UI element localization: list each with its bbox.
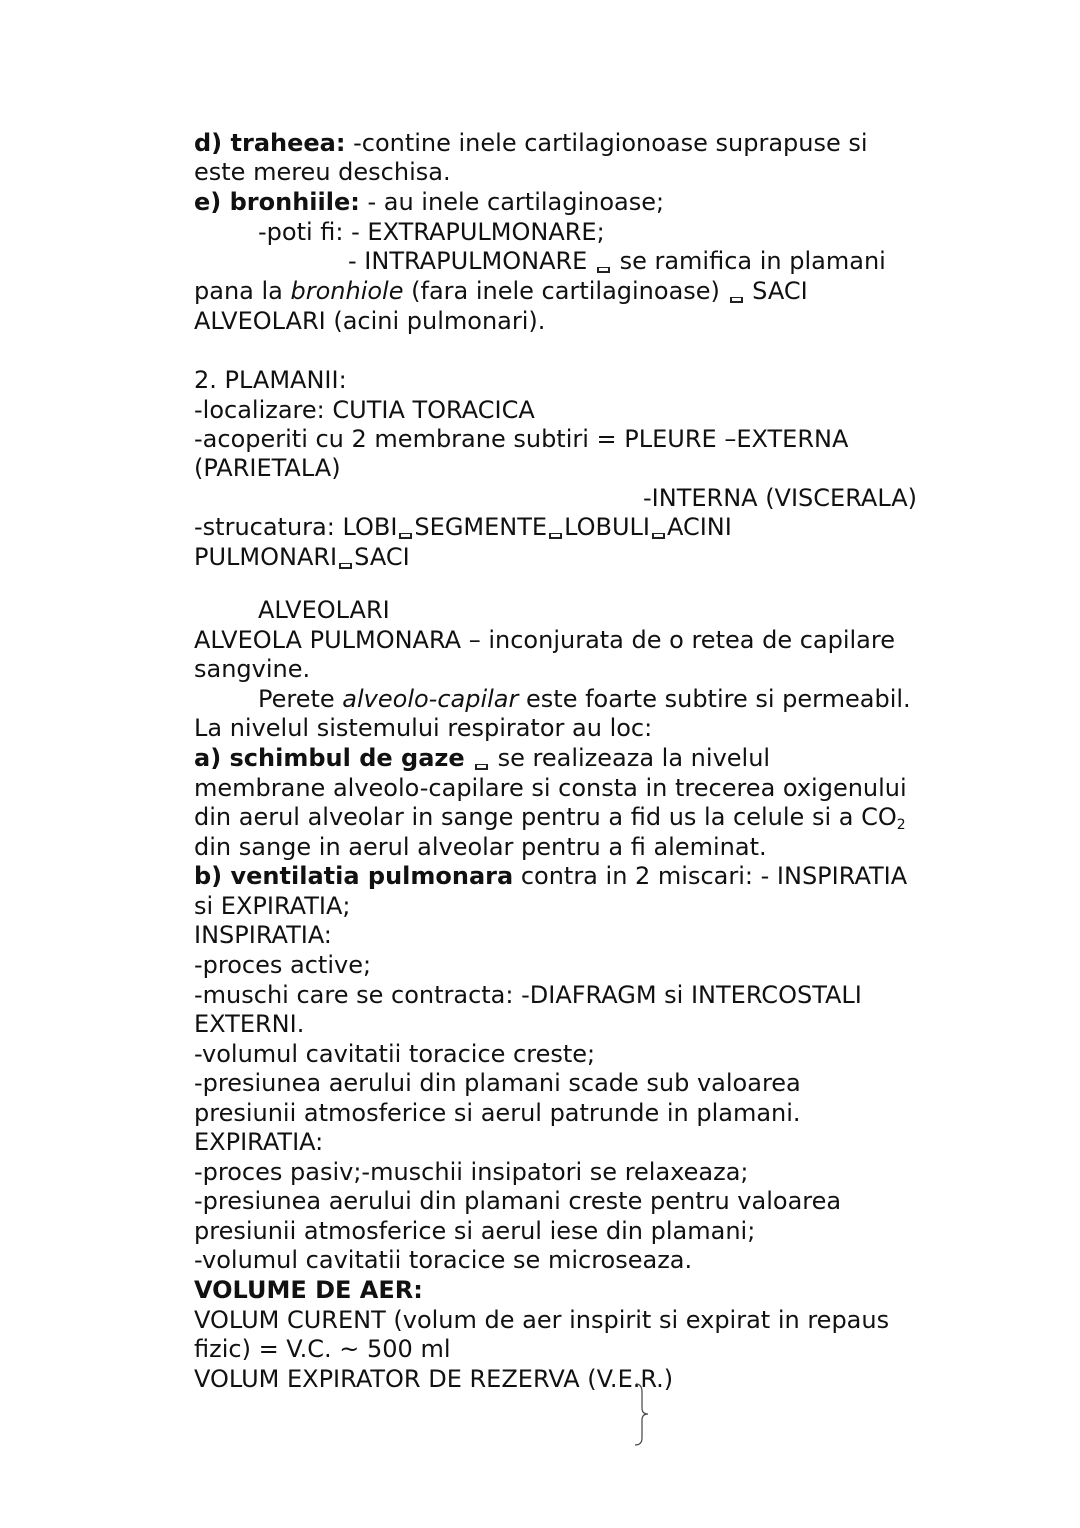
text-line (194, 157, 451, 187)
text-line (194, 276, 808, 306)
text-segment: -volumul cavitatii toracice se microseaza. (194, 1246, 693, 1274)
text-line (194, 128, 868, 158)
missing-glyph-arrow-icon (549, 533, 562, 539)
text-line (194, 187, 664, 217)
missing-glyph-arrow-icon (399, 533, 412, 539)
italic-text: alveolo-capilar (342, 685, 519, 713)
text-segment: EXTERNI. (194, 1010, 305, 1038)
text-line (194, 395, 535, 425)
missing-glyph-arrow-icon (339, 563, 352, 569)
text-line (194, 832, 767, 862)
text-line (194, 1068, 801, 1098)
text-line (194, 625, 895, 655)
text-segment: -localizare: CUTIA TORACICA (194, 396, 535, 424)
text-line (194, 861, 907, 891)
text-line (194, 713, 652, 743)
text-line (643, 483, 917, 513)
text-line (194, 980, 862, 1010)
text-segment: din aerul alveolar in sange pentru a fid us la celule si a CO (194, 803, 897, 831)
text-line (194, 1009, 304, 1039)
text-segment: sangvine. (194, 655, 311, 683)
text-line (194, 773, 907, 803)
text-line (194, 512, 732, 542)
text-line (194, 743, 770, 773)
text-segment: EXPIRATIA: (194, 1128, 324, 1156)
text-segment: INSPIRATIA: (194, 921, 332, 949)
text-line (258, 217, 605, 247)
italic-text: bronhiole (290, 277, 404, 305)
text-segment: presiunii atmosferice si aerul iese din plamani; (194, 1217, 756, 1245)
text-segment: VOLUM CURENT (volum de aer inspirit si expirat in repaus (194, 1306, 890, 1334)
text-line (194, 1039, 595, 1069)
text-segment: ALVEOLA PULMONARA – inconjurata de o retea de capilare (194, 626, 895, 654)
text-segment: -strucatura: LOBI (194, 513, 398, 541)
text-segment: (PARIETALA) (194, 454, 341, 482)
text-line (194, 950, 371, 980)
subscript-text: 2 (896, 817, 906, 833)
text-segment: - INTRAPULMONARE (348, 247, 595, 275)
text-line (194, 1186, 841, 1216)
text-segment: -volumul cavitatii toracice creste; (194, 1040, 596, 1068)
text-segment: este foarte subtire si permeabil. (518, 685, 911, 713)
missing-glyph-arrow-icon (475, 764, 488, 770)
text-segment: -INTERNA (VISCERALA) (643, 484, 918, 512)
text-segment: LOBULI (564, 513, 650, 541)
text-segment: ALVEOLARI (acini pulmonari). (194, 307, 546, 335)
bold-text: b) ventilatia pulmonara (194, 862, 514, 890)
text-segment: din sange in aerul alveolar pentru a fi aleminat. (194, 833, 767, 861)
text-segment: SEGMENTE (414, 513, 548, 541)
text-line (194, 1216, 755, 1246)
bold-text: a) schimbul de gaze (194, 744, 473, 772)
missing-glyph-arrow-icon (597, 267, 610, 273)
missing-glyph-arrow-icon (652, 533, 665, 539)
text-segment: -presiunea aerului din plamani scade sub valoarea (194, 1069, 801, 1097)
text-segment: fizic) = V.C. ~ 500 ml (194, 1335, 451, 1363)
text-line (194, 1334, 451, 1364)
text-segment: - au inele cartilaginoase; (359, 188, 665, 216)
text-segment: -proces active; (194, 951, 372, 979)
text-segment: -acoperiti cu 2 membrane subtiri = PLEURE –EXTERNA (194, 425, 849, 453)
text-segment: membrane alveolo-capilare si consta in trecerea oxigenului (194, 774, 907, 802)
text-segment: Perete (258, 685, 343, 713)
text-segment: La nivelul sistemului respirator au loc: (194, 714, 653, 742)
text-line (194, 1157, 749, 1187)
text-segment: contra in 2 miscari: - INSPIRATIA (513, 862, 908, 890)
text-segment: pana la (194, 277, 291, 305)
bold-text: e) bronhiile: (194, 188, 360, 216)
text-line (194, 920, 332, 950)
text-segment: se ramifica in plamani (611, 247, 886, 275)
text-segment: -contine inele cartilagionoase suprapuse si (345, 129, 868, 157)
text-segment: SACI (354, 543, 410, 571)
text-segment: ACINI (666, 513, 732, 541)
text-segment: SACI (744, 277, 808, 305)
text-line (348, 246, 886, 276)
text-segment: -proces pasiv;-muschii insipatori se relaxeaza; (194, 1158, 749, 1186)
bold-text: d) traheea: (194, 129, 346, 157)
text-segment: (fara inele cartilaginoase) (403, 277, 728, 305)
text-segment: PULMONARI (194, 543, 338, 571)
text-line (194, 424, 848, 454)
text-line (258, 684, 911, 714)
text-segment: -poti fi: - EXTRAPULMONARE; (258, 218, 605, 246)
text-segment: si EXPIRATIA; (194, 892, 351, 920)
text-line (194, 542, 410, 572)
missing-glyph-arrow-icon (730, 297, 743, 303)
text-line (194, 365, 347, 395)
text-segment: -muschi care se contracta: -DIAFRAGM si INTERCOSTALI (194, 981, 862, 1009)
text-segment: este mereu deschisa. (194, 158, 451, 186)
text-segment: presiunii atmosferice si aerul patrunde in plamani. (194, 1099, 801, 1127)
text-line (194, 1275, 423, 1305)
text-line (194, 1098, 801, 1128)
text-line (194, 1364, 673, 1394)
text-line (194, 1305, 889, 1335)
text-line (194, 306, 545, 336)
text-line (194, 1127, 323, 1157)
text-segment: -presiunea aerului din plamani creste pentru valoarea (194, 1187, 842, 1215)
text-segment: se realizeaza la nivelul (490, 744, 771, 772)
bold-text: VOLUME DE AER: (194, 1276, 423, 1304)
text-segment: 2. PLAMANII: (194, 366, 347, 394)
text-line (194, 1245, 692, 1275)
text-line (194, 891, 350, 921)
text-line (194, 654, 310, 684)
text-line (258, 595, 390, 625)
text-segment: VOLUM EXPIRATOR DE REZERVA (V.E.R.) (194, 1365, 674, 1393)
text-segment: ALVEOLARI (258, 596, 390, 624)
text-line (194, 453, 341, 483)
curly-brace-mark (630, 1382, 660, 1448)
